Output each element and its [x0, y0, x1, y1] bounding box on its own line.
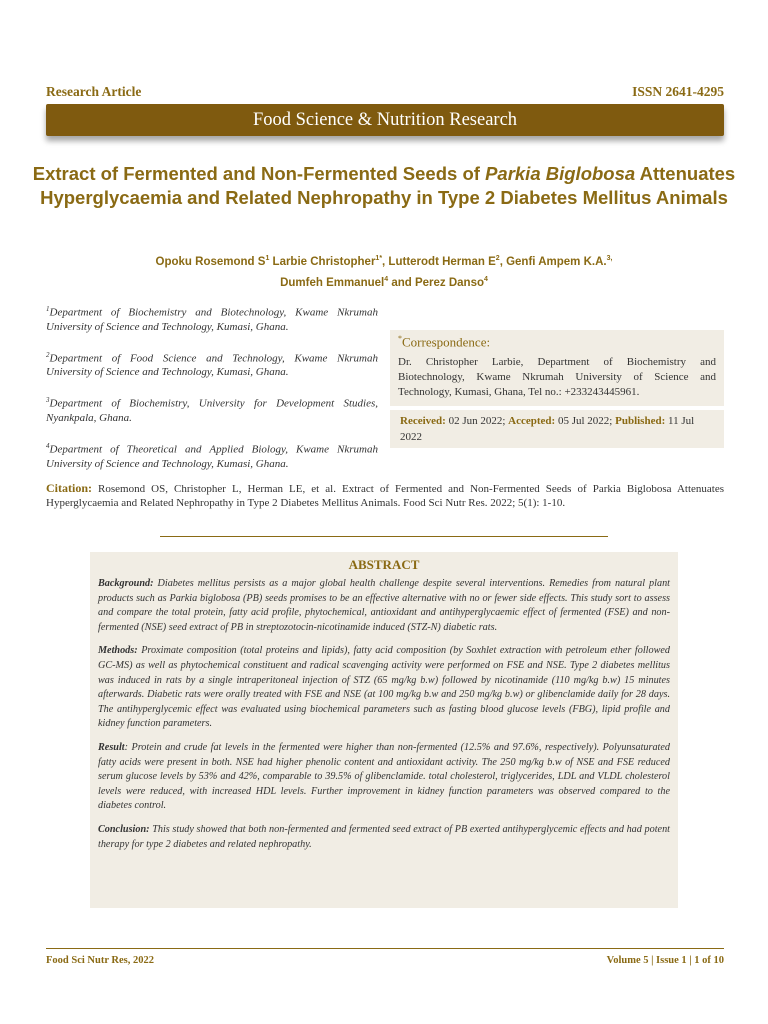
abstract-methods [98, 644, 670, 732]
abstract-text: : Protein and crude fat levels in the fermented were higher than non-fermented (12.5% and 97.6%, respectively). Polyunsaturated fatty acids were present in both. NSE had higher phenolic content and antioxidant activity. The 250 mg/kg b.w of NSE and FSE reduced serum glucose levels by 53% and 42%, comparable to 39.5% of glibenclamide. total cholesterol, triglycerides, LDL and VLDL cholesterol levels were reduced, with increased HDL levels. Further improvement in kidney function parameters was observed compared to the diabetes control. [98, 741, 670, 812]
abstract-text: Diabetes mellitus persists as a major global health challenge despite several interventions. Remedies from natural plant products such as Parkia biglobosa (PB) seeds promises to be an effective alternative with no or fewer side effects. This study sort to assess and compare the total protein, fatty acid profile, phytochemical, antioxidant and antihyperglycaemic effect of fermented (FSE) and non-fermented (NSE) seed extract of PB in streptozotocin-nicotinamide induced (STZ-N) diabetic rats. [98, 578, 670, 633]
correspondence-box [390, 330, 724, 406]
top-row [46, 84, 724, 102]
affiliation-text: Department of Biochemistry and Biotechnology, Kwame Nkrumah University of Science and Technology, Kumasi, Ghana. [46, 306, 378, 333]
affiliation [46, 348, 378, 380]
author-name: and Perez Danso [388, 276, 485, 289]
abstract-conclusion [98, 823, 670, 852]
journal-name: Food Science & Nutrition Research [252, 110, 518, 130]
article-type: Research Article [46, 84, 142, 99]
affiliation-text: Department of Theoretical and Applied Biology, Kwame Nkrumah University of Science and Technology, Kumasi, Ghana. [46, 443, 378, 470]
affiliation-text: Department of Food Science and Technology, Kwame Nkrumah University of Science and Technology, Kumasi, Ghana. [46, 352, 378, 379]
affiliation [46, 439, 378, 471]
affiliations [46, 302, 378, 485]
author-sup: 1 [265, 255, 270, 262]
abstract-text: This study showed that both non-fermented and fermented seed extract of PB exerted antihyperglycemic effects and had potent therapy for type 2 diabetes and related nephropathy. [98, 823, 670, 850]
abstract-heading: ABSTRACT [348, 557, 420, 572]
abstract-label: Conclusion: [98, 823, 150, 835]
received-date: 02 Jun 2022; [445, 415, 509, 427]
section-divider [160, 536, 608, 537]
abstract-label: Result [98, 741, 125, 753]
affiliation-sup: 1 [46, 305, 50, 313]
dates-box [390, 410, 724, 448]
paper-title [30, 162, 738, 210]
published-label: Published: [615, 415, 666, 427]
affiliation-sup: 4 [46, 441, 50, 450]
affiliation-sup: 2 [46, 350, 50, 359]
correspondence-text: Dr. Christopher Larbie, Department of Biochemistry and Biotechnology, Kwame Nkrumah University of Science and Technology, Kumasi, Ghana, Tel no.: +233243445961. [398, 356, 716, 399]
title-part1: Extract of Fermented and Non-Fermented Seeds of [32, 163, 486, 184]
journal-banner [46, 104, 724, 136]
citation [46, 481, 724, 510]
author-sup: 1* [375, 255, 383, 262]
author-sup: 3, [606, 255, 613, 262]
footer-page-info: Volume 5 | Issue 1 | 1 of 10 [606, 955, 724, 966]
affiliation-sup: 3 [46, 396, 50, 405]
correspondence-heading [398, 334, 716, 350]
affiliation [46, 393, 378, 425]
citation-text: Rosemond OS, Christopher L, Herman LE, et al. Extract of Fermented and Non-Fermented Seeds of Parkia Biglobosa Attenuates Hyperglycaemia and Related Nephropathy in Type 2 Diabetes Mellitus Animals. Food Sci Nutr Res. 2022; 5(1): 1-10. [46, 483, 724, 509]
abstract-background [98, 577, 670, 635]
footer-journal: Food Sci Nutr Res, 2022 [46, 955, 155, 966]
author-list [60, 250, 708, 292]
author-sup: 2 [495, 255, 500, 262]
correspondence-marker: * [398, 334, 402, 343]
footer-divider [46, 948, 724, 949]
accepted-date: 05 Jul 2022; [555, 415, 616, 427]
received-label: Received: [400, 415, 446, 427]
abstract-label: Background: [98, 578, 154, 589]
abstract-label: Methods: [98, 645, 138, 657]
accepted-label: Accepted: [508, 415, 556, 427]
abstract-text: Proximate composition (total proteins and lipids), fatty acid composition (by Soxhlet extraction with petroleum ether followed GC-MS) as well as phytochemical constituent and radical scavenging activity were performed on FSE and NSE. Type 2 diabetes mellitus was induced in rats by a single intraperitoneal injection of STZ (65 mg/kg b.w) followed by nicotinamide (110 mg/kg b.w) 15 minutes afterwards. Diabetic rats were orally treated with FSE and NSE (at 100 mg/kg b.w and 250 mg/kg b.w) or glibenclamide daily for 28 days. The antihyperglycemic effect was evaluated using biochemical parameters such as fasting blood glucose levels (FBG), lipid profile and kidney function parameters. [98, 645, 670, 730]
issn: ISSN 2641-4295 [632, 84, 724, 99]
published-date: 11 Jul 2022 [400, 415, 695, 443]
author-name: Opoku Rosemond S [155, 255, 266, 268]
abstract-result [98, 741, 670, 814]
correspondence-heading-text: Correspondence: [402, 334, 491, 350]
author-name: Dumfeh Emmanuel [280, 276, 385, 289]
author-name: Larbie Christopher [269, 255, 376, 268]
affiliation [46, 302, 378, 334]
title-part2: Attenuates Hyperglycaemia and Related Nephropathy in Type 2 Diabetes Mellitus Animals [40, 163, 736, 208]
author-sup: 4 [484, 275, 488, 283]
affiliation-text: Department of Biochemistry, University for Development Studies, Nyankpala, Ghana. [46, 397, 378, 424]
title-italic: Parkia Biglobosa [485, 163, 636, 184]
author-sup: 4 [384, 275, 389, 283]
author-name: , Lutterodt Herman E [382, 255, 496, 268]
abstract-box [90, 552, 678, 908]
author-name: , Genfi Ampem K.A. [499, 255, 607, 268]
citation-label: Citation: [46, 481, 92, 495]
